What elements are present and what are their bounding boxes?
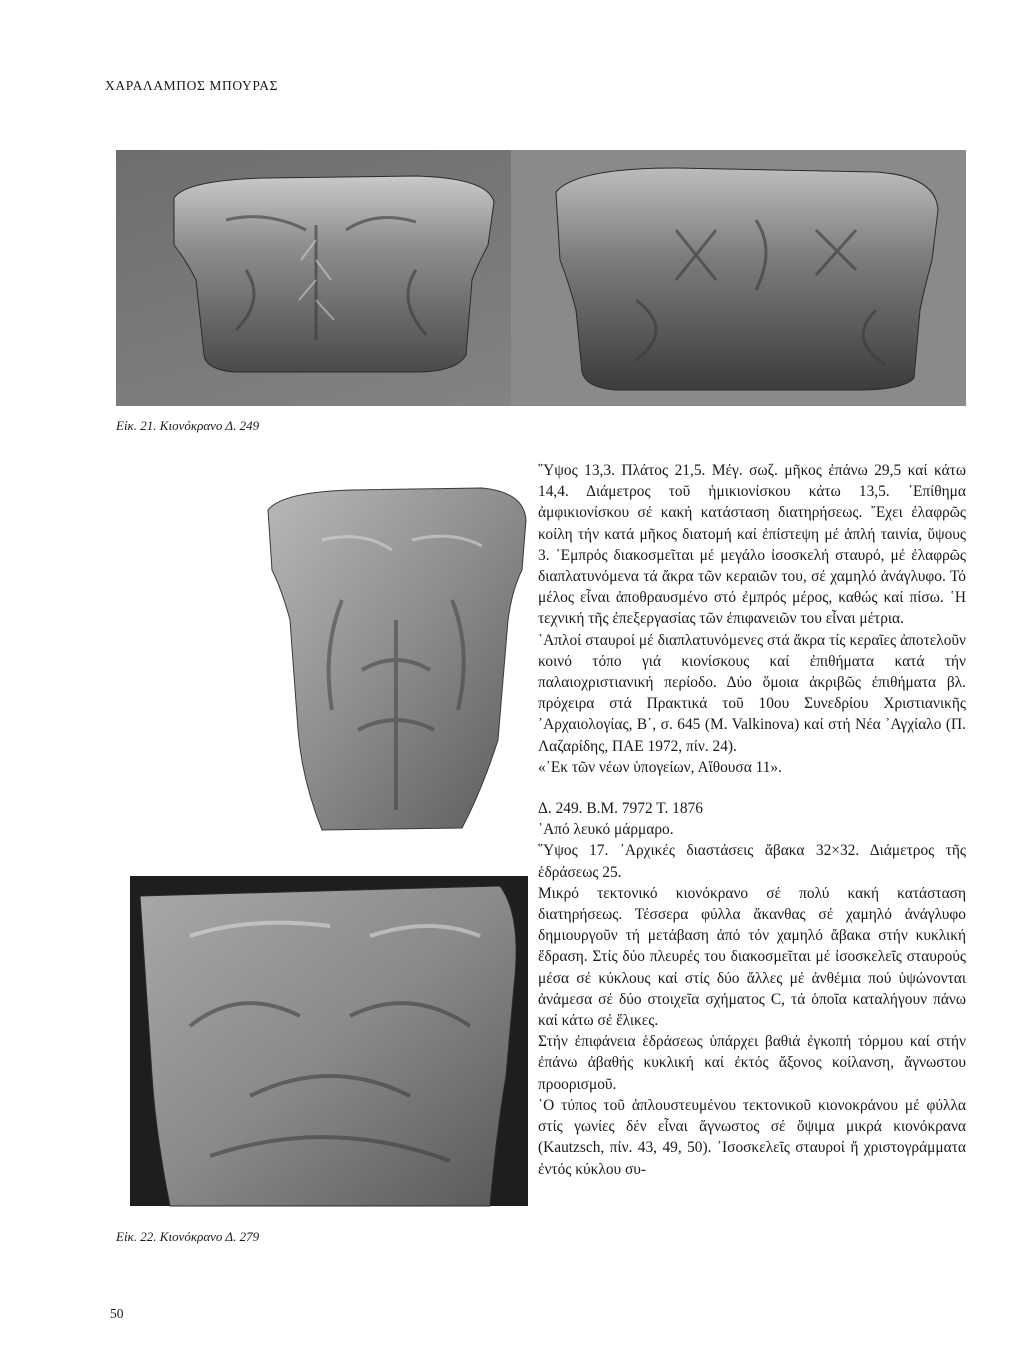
- figure-22-photo-bottom: [130, 876, 528, 1220]
- figure-22-caption: Εἰκ. 22. Κιονόκρανο Δ. 279: [116, 1229, 260, 1244]
- entry-heading: Δ. 249. Β.Μ. 7972 Τ. 1876: [538, 800, 703, 818]
- paragraph-provenance: «᾿Εκ τῶν νέων ὑπογείων, Αἴθουσα 11».: [538, 758, 782, 776]
- paragraph-comparanda: ῾Απλοί σταυροί μέ διαπλατυνόμενες στά ἄκρα τίς κεραῖες ἀποτελοῦν κοινό τόπο γιά κιονίσκους καί ἐπιθήματα κατά τήν παλαιοχριστιανική περίοδο. Δύο ὅμοια ἀκριβῶς ἐπιθήματα βλ. πρόχειρα στά Πρακτικά τοῦ 10ου Συνεδρίου Χριστιανικῆς ᾿Αρχαιολογίας, Β΄, σ. 645 (M. Valkinova) καί στή Νέα ᾿Αγχίαλο (Π. Λαζαρίδης, ΠΑΕ 1972, πίν. 24).: [538, 631, 966, 755]
- figure-21-caption: Εἰκ. 21. Κιονόκρανο Δ. 249: [116, 418, 260, 433]
- catalogue-entry-text: [538, 460, 966, 1180]
- paragraph-surface: Στήν ἐπιφάνεια ἑδράσεως ὑπάρχει βαθιά ἐγκοπή τόρμου καί στήν ἐπάνω ἀβαθής κυκλική καί ἐκτός ἄξονος κοίλανση, ἄγνωστου προορισμοῦ.: [538, 1033, 966, 1093]
- paragraph-description: Μικρό τεκτονικό κιονόκρανο σέ πολύ κακή κατάσταση διατηρήσεως. Τέσσερα φύλλα ἄκανθας σέ χαμηλό ἀνάγλυφο δημιουργοῦν τή μετάβαση ἀπό τόν χαμηλό ἄβακα στήν κυκλική ἕδραση. Στίς δύο πλευρές του διακοσμεῖται μέ ἰσοσκελεῖς σταυρούς μέσα σέ κύκλους καί στίς δύο ἄλλες μέ ἀνθέμια πού ὑψώνονται ἀνάμεσα σέ δύο στοιχεῖα σχήματος C, τά ὁποῖα καταλήγουν πάνω καί κάτω σέ ἕλικες.: [538, 884, 966, 1030]
- page-number: 50: [110, 1306, 124, 1321]
- paragraph-dimensions: ῞Υψος 13,3. Πλάτος 21,5. Μέγ. σωζ. μῆκος ἐπάνω 29,5 καί κάτω 14,4. Διάμετρος τοῦ ἡμικιονίσκου κάτω 13,5. ᾿Επίθημα ἀμφικιονίσκου σέ κακή κατάσταση διατηρήσεως. ῎Εχει ἐλαφρῶς κοίλη τήν κατά μῆκος διατομή καί ἐπίστεψη μέ ἁπλή ταινία, ὕψους 3. ᾿Εμπρός διακοσμεῖται μέ μεγάλο ἰσοσκελή σταυρό, μέ ἐλαφρῶς διαπλατυνόμενα τά ἄκρα τῶν κεραιῶν του, σέ χαμηλό ἀνάγλυφο. Τό μέλος εἶναι ἀποθραυσμένο στό ἐμπρός μέρος, καθώς καί πίσω. ῾Η τεχνική τῆς ἐπεξεργασίας τῶν ἐπιφανειῶν του εἶναι μέτρια.: [538, 462, 966, 628]
- running-head: ΧΑΡΑΛΑΜΠΟΣ ΜΠΟΥΡΑΣ: [105, 78, 279, 93]
- paragraph-material: ᾿Από λευκό μάρμαρο.: [538, 821, 674, 839]
- figure-22-photo-top: [262, 480, 530, 838]
- paragraph-type: ῾Ο τύπος τοῦ ἁπλουστευμένου τεκτονικοῦ κιονοκράνου μέ φύλλα στίς γωνίες δέν εἶναι ἄγνωστος σέ ὄψιμα μικρά κιονόκρανα (Kautzsch, πίν. 43, 49, 50). ᾿Ισοσκελεῖς σταυροί ἤ χριστογράμματα ἐντός κύκλου συ-: [538, 1096, 966, 1178]
- figure-21-photo: [116, 150, 966, 406]
- paragraph-dimensions-2: ῞Υψος 17. ᾿Αρχικές διαστάσεις ἄβακα 32×32. Διάμετρος τῆς ἑδράσεως 25.: [538, 842, 966, 881]
